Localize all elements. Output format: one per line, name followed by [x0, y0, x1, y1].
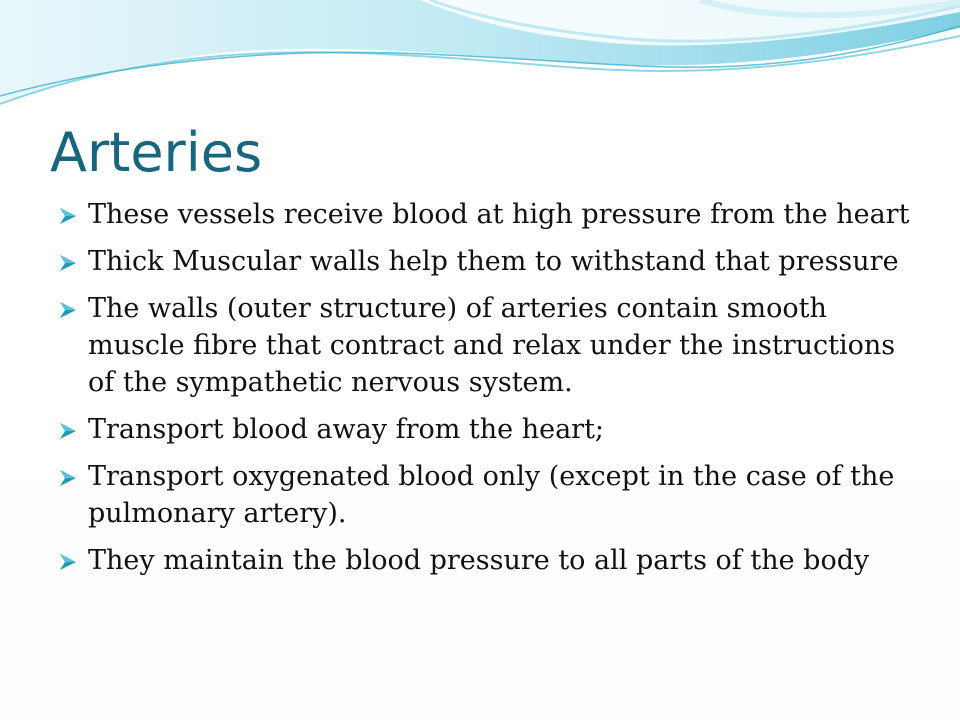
bullet-item: [58, 196, 918, 233]
bullet-item: [58, 411, 918, 448]
header-wave-decoration: [0, 0, 960, 120]
bullet-text: These vessels receive blood at high pressure from the heart: [88, 199, 910, 230]
bullet-item: [58, 290, 918, 401]
bullet-item: [58, 243, 918, 280]
bullet-text: Transport blood away from the heart;: [88, 414, 605, 445]
slide-title: Arteries: [50, 121, 263, 184]
arrowhead-bullet-icon: [58, 301, 78, 319]
arrowhead-bullet-icon: [58, 254, 78, 272]
bullet-text: Transport oxygenated blood only (except in the case of the pulmonary artery).: [88, 461, 895, 529]
bullet-item: [58, 458, 918, 532]
bullet-text: The walls (outer structure) of arteries contain smooth muscle fibre that contract and relax under the instructions of the sympathetic nervous system.: [88, 293, 896, 398]
bullet-text: They maintain the blood pressure to all parts of the body: [88, 545, 870, 576]
bullet-text: Thick Muscular walls help them to withstand that pressure: [88, 246, 899, 277]
arrowhead-bullet-icon: [58, 553, 78, 571]
bullet-item: [58, 542, 918, 579]
arrowhead-bullet-icon: [58, 207, 78, 225]
bullet-list: [58, 196, 918, 589]
arrowhead-bullet-icon: [58, 469, 78, 487]
arrowhead-bullet-icon: [58, 422, 78, 440]
